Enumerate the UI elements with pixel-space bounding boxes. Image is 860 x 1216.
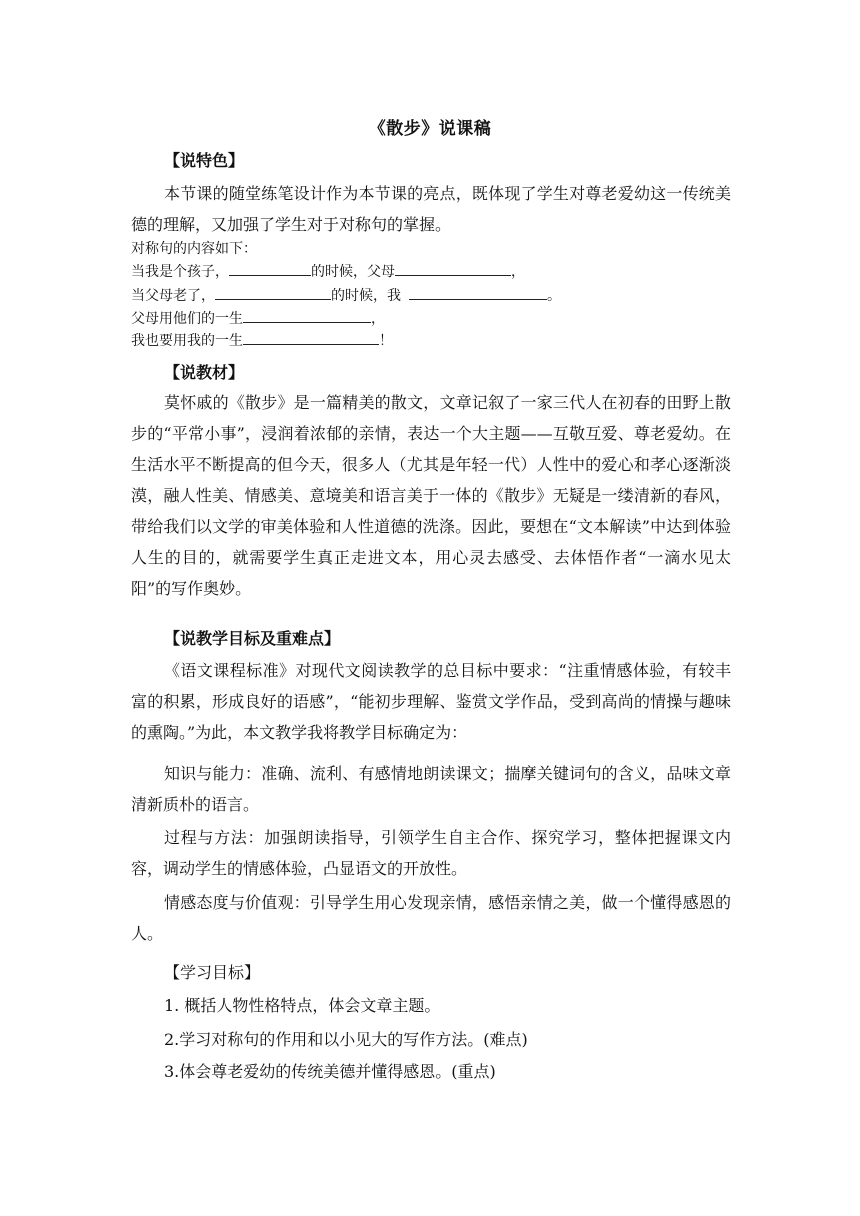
fill-blank — [229, 260, 311, 276]
fill-blank — [409, 284, 547, 300]
line-text: ， — [371, 311, 385, 327]
goal-item: 1. 概括人物性格特点，体会文章主题。 — [164, 996, 441, 1015]
line-text: 我也要用我的一生 — [131, 333, 243, 349]
section-heading-objectives: 【说教学目标及重难点】 — [164, 629, 341, 648]
symmetric-line-3 — [131, 307, 385, 330]
fill-blank — [395, 260, 511, 276]
line-text: 。 — [547, 288, 561, 304]
section-heading-feature: 【说特色】 — [164, 151, 245, 170]
goal-item: 2.学习对称句的作用和以小见大的写作方法。(难点) — [164, 1030, 528, 1049]
feature-paragraph: 本节课的随堂练笔设计作为本节课的亮点，既体现了学生对尊老爱幼这一传统美德的理解，又加强了学生对于对称句的掌握。 — [131, 184, 731, 234]
fill-blank — [243, 307, 371, 323]
objectives-paragraph-4: 情感态度与价值观：引导学生用心发现亲情，感悟亲情之美，做一个懂得感恩的人。 — [131, 893, 731, 943]
objectives-paragraph-2: 知识与能力：准确、流利、有感情地朗读课文；揣摩关键词句的含义，品味文章清新质朴的语言。 — [131, 764, 731, 814]
symmetric-line-1 — [131, 260, 525, 283]
goal-item: 3.体会尊老爱幼的传统美德并懂得感恩。(重点) — [164, 1062, 496, 1081]
section-heading-material: 【说教材】 — [164, 363, 245, 382]
material-paragraph: 莫怀戚的《散步》是一篇精美的散文，文章记叙了一家三代人在初春的田野上散步的“平常小事”，浸润着浓郁的亲情，表达一个大主题——互敬互爱、尊老爱幼。在生活水平不断提高的但今天，很多人（尤其是年轻一代）人性中的爱心和孝心逐渐淡漠，融人性美、情感美、意境美和语言美于一体的《散步》无疑是一缕清新的春风，带给我们以文学的审美体验和人性道德的洗涤。因此，要想在“文本解读”中达到体验人生的目的，就需要学生真正走进文本，用心灵去感受、去体悟作者“一滴水见太阳”的写作奥妙。 — [131, 393, 731, 598]
section-heading-goals: 【学习目标】 — [164, 963, 261, 982]
line-text: 父母用他们的一生 — [131, 311, 243, 327]
line-text: 的时候，父母 — [311, 264, 395, 280]
document-title: 《散步》说课稿 — [368, 119, 492, 139]
line-text: ！ — [379, 333, 393, 349]
line-text: 当父母老了， — [131, 288, 215, 304]
line-text: 当我是个孩子， — [131, 264, 229, 280]
fill-blank — [243, 329, 379, 345]
feature-intro: 对称句的内容如下： — [131, 241, 257, 257]
fill-blank — [215, 284, 331, 300]
line-text: 的时候，我 — [331, 288, 401, 304]
symmetric-line-2 — [131, 284, 561, 307]
objectives-paragraph-1: 《语文课程标准》对现代文阅读教学的总目标中要求：“注重情感体验，有较丰富的积累，形成良好的语感”，“能初步理解、鉴赏文学作品，受到高尚的情操与趣味的熏陶。”为此，本文教学我将教学目标确定为： — [131, 661, 731, 742]
line-text: ， — [511, 264, 525, 280]
symmetric-line-4 — [131, 329, 393, 352]
objectives-paragraph-3: 过程与方法：加强朗读指导，引领学生自主合作、探究学习，整体把握课文内容，调动学生的情感体验，凸显语文的开放性。 — [131, 828, 731, 878]
